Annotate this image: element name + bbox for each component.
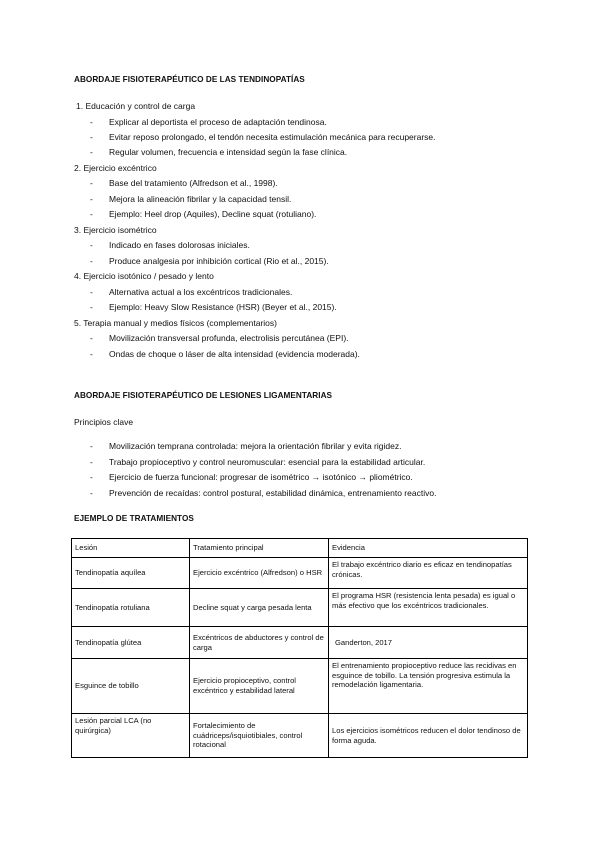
header-cell: Lesión (72, 539, 190, 558)
bullet-dash: - (90, 117, 93, 127)
bullet-dash: - (90, 333, 93, 343)
injury-cell: Tendinopatía rotuliana (72, 589, 190, 627)
treatment-cell: Fortalecimiento de cuádriceps/isquiotibiales, control rotacional (190, 714, 329, 758)
section-title-ligament-injuries: ABORDAJE FISIOTERAPÉUTICO DE LESIONES LIGAMENTARIAS (74, 391, 333, 400)
evidence-cell: Ganderton, 2017 (329, 627, 528, 659)
bullet-text: Regular volumen, frecuencia e intensidad según la fase clínica. (109, 147, 348, 157)
bullet-dash: - (90, 441, 93, 451)
item-heading-2: 2. Ejercicio excéntrico (74, 163, 157, 173)
table-header-row (72, 539, 528, 558)
bullet-text: Base del tratamiento (Alfredson et al., 1998). (109, 178, 278, 188)
section-title-treatment-examples: EJEMPLO DE TRATAMIENTOS (74, 514, 194, 523)
header-cell: Tratamiento principal (190, 539, 329, 558)
bullet-text: Prevención de recaídas: control postural, estabilidad dinámica, entrenamiento reactivo. (109, 488, 437, 498)
table-row (72, 659, 528, 714)
injury-cell: Tendinopatía glútea (72, 627, 190, 659)
section-title-tendinopathies: ABORDAJE FISIOTERAPÉUTICO DE LAS TENDINOPATÍAS (74, 75, 305, 84)
evidence-cell: Los ejercicios isométricos reducen el dolor tendinoso de forma aguda. (329, 714, 528, 758)
bullet-dash: - (90, 472, 93, 482)
bullet-text: Movilización temprana controlada: mejora la orientación fibrilar y evita rigidez. (109, 441, 402, 451)
bullet-dash: - (90, 302, 93, 312)
bullet-text: Indicado en fases dolorosas iniciales. (109, 240, 250, 250)
bullet-text: Ejemplo: Heel drop (Aquiles), Decline squat (rotuliano). (109, 209, 317, 219)
bullet-text: Ejercicio de fuerza funcional: progresar de isométrico → isotónico → pliométrico. (109, 472, 413, 482)
item-heading-5: 5. Terapia manual y medios físicos (complementarios) (74, 318, 277, 328)
table-row (72, 589, 528, 627)
bullet-dash: - (90, 349, 93, 359)
table-row (72, 558, 528, 589)
treatment-cell: Ejercicio excéntrico (Alfredson) o HSR (190, 558, 329, 589)
bullet-text: Mejora la alineación fibrilar y la capacidad tensil. (109, 194, 292, 204)
item-heading-4: 4. Ejercicio isotónico / pesado y lento (74, 271, 214, 281)
injury-cell: Tendinopatía aquílea (72, 558, 190, 589)
bullet-text: Ejemplo: Heavy Slow Resistance (HSR) (Beyer et al., 2015). (109, 302, 337, 312)
treatment-cell: Ejercicio propioceptivo, control excéntrico y estabilidad lateral (190, 659, 329, 714)
bullet-dash: - (90, 147, 93, 157)
bullet-dash: - (90, 209, 93, 219)
evidence-cell: El entrenamiento propioceptivo reduce las recidivas en esguince de tobillo. La tensión progresiva estimula la remodelación ligamentaria. (329, 659, 528, 714)
treatment-cell: Excéntricos de abductores y control de carga (190, 627, 329, 659)
bullet-dash: - (90, 287, 93, 297)
bullet-dash: - (90, 132, 93, 142)
table-row (72, 627, 528, 659)
item-heading-3: 3. Ejercicio isométrico (74, 225, 157, 235)
evidence-cell: El trabajo excéntrico diario es eficaz en tendinopatías crónicas. (329, 558, 528, 589)
bullet-text: Evitar reposo prolongado, el tendón necesita estimulación mecánica para recuperarse. (109, 132, 436, 142)
bullet-text: Trabajo propioceptivo y control neuromuscular: esencial para la estabilidad articular. (109, 457, 426, 467)
treatment-table (71, 538, 528, 758)
table-row (72, 714, 528, 758)
bullet-dash: - (90, 240, 93, 250)
item-heading-1: 1. Educación y control de carga (76, 101, 196, 111)
bullet-dash: - (90, 256, 93, 266)
header-cell: Evidencia (329, 539, 528, 558)
bullet-text: Movilización transversal profunda, electrolisis percutánea (EPI). (109, 333, 349, 343)
bullet-text: Alternativa actual a los excéntricos tradicionales. (109, 287, 293, 297)
bullet-dash: - (90, 488, 93, 498)
evidence-cell: El programa HSR (resistencia lenta pesada) es igual o más efectivo que los excéntricos tradicionales. (329, 589, 528, 627)
injury-cell: Esguince de tobillo (72, 659, 190, 714)
bullet-text: Ondas de choque o láser de alta intensidad (evidencia moderada). (109, 349, 360, 359)
subtitle-key-principles: Principios clave (74, 417, 134, 427)
bullet-dash: - (90, 194, 93, 204)
injury-cell: Lesión parcial LCA (no quirúrgica) (72, 714, 190, 758)
bullet-text: Produce analgesia por inhibición cortical (Rio et al., 2015). (109, 256, 329, 266)
bullet-dash: - (90, 178, 93, 188)
bullet-text: Explicar al deportista el proceso de adaptación tendinosa. (109, 117, 327, 127)
treatment-cell: Decline squat y carga pesada lenta (190, 589, 329, 627)
bullet-dash: - (90, 457, 93, 467)
